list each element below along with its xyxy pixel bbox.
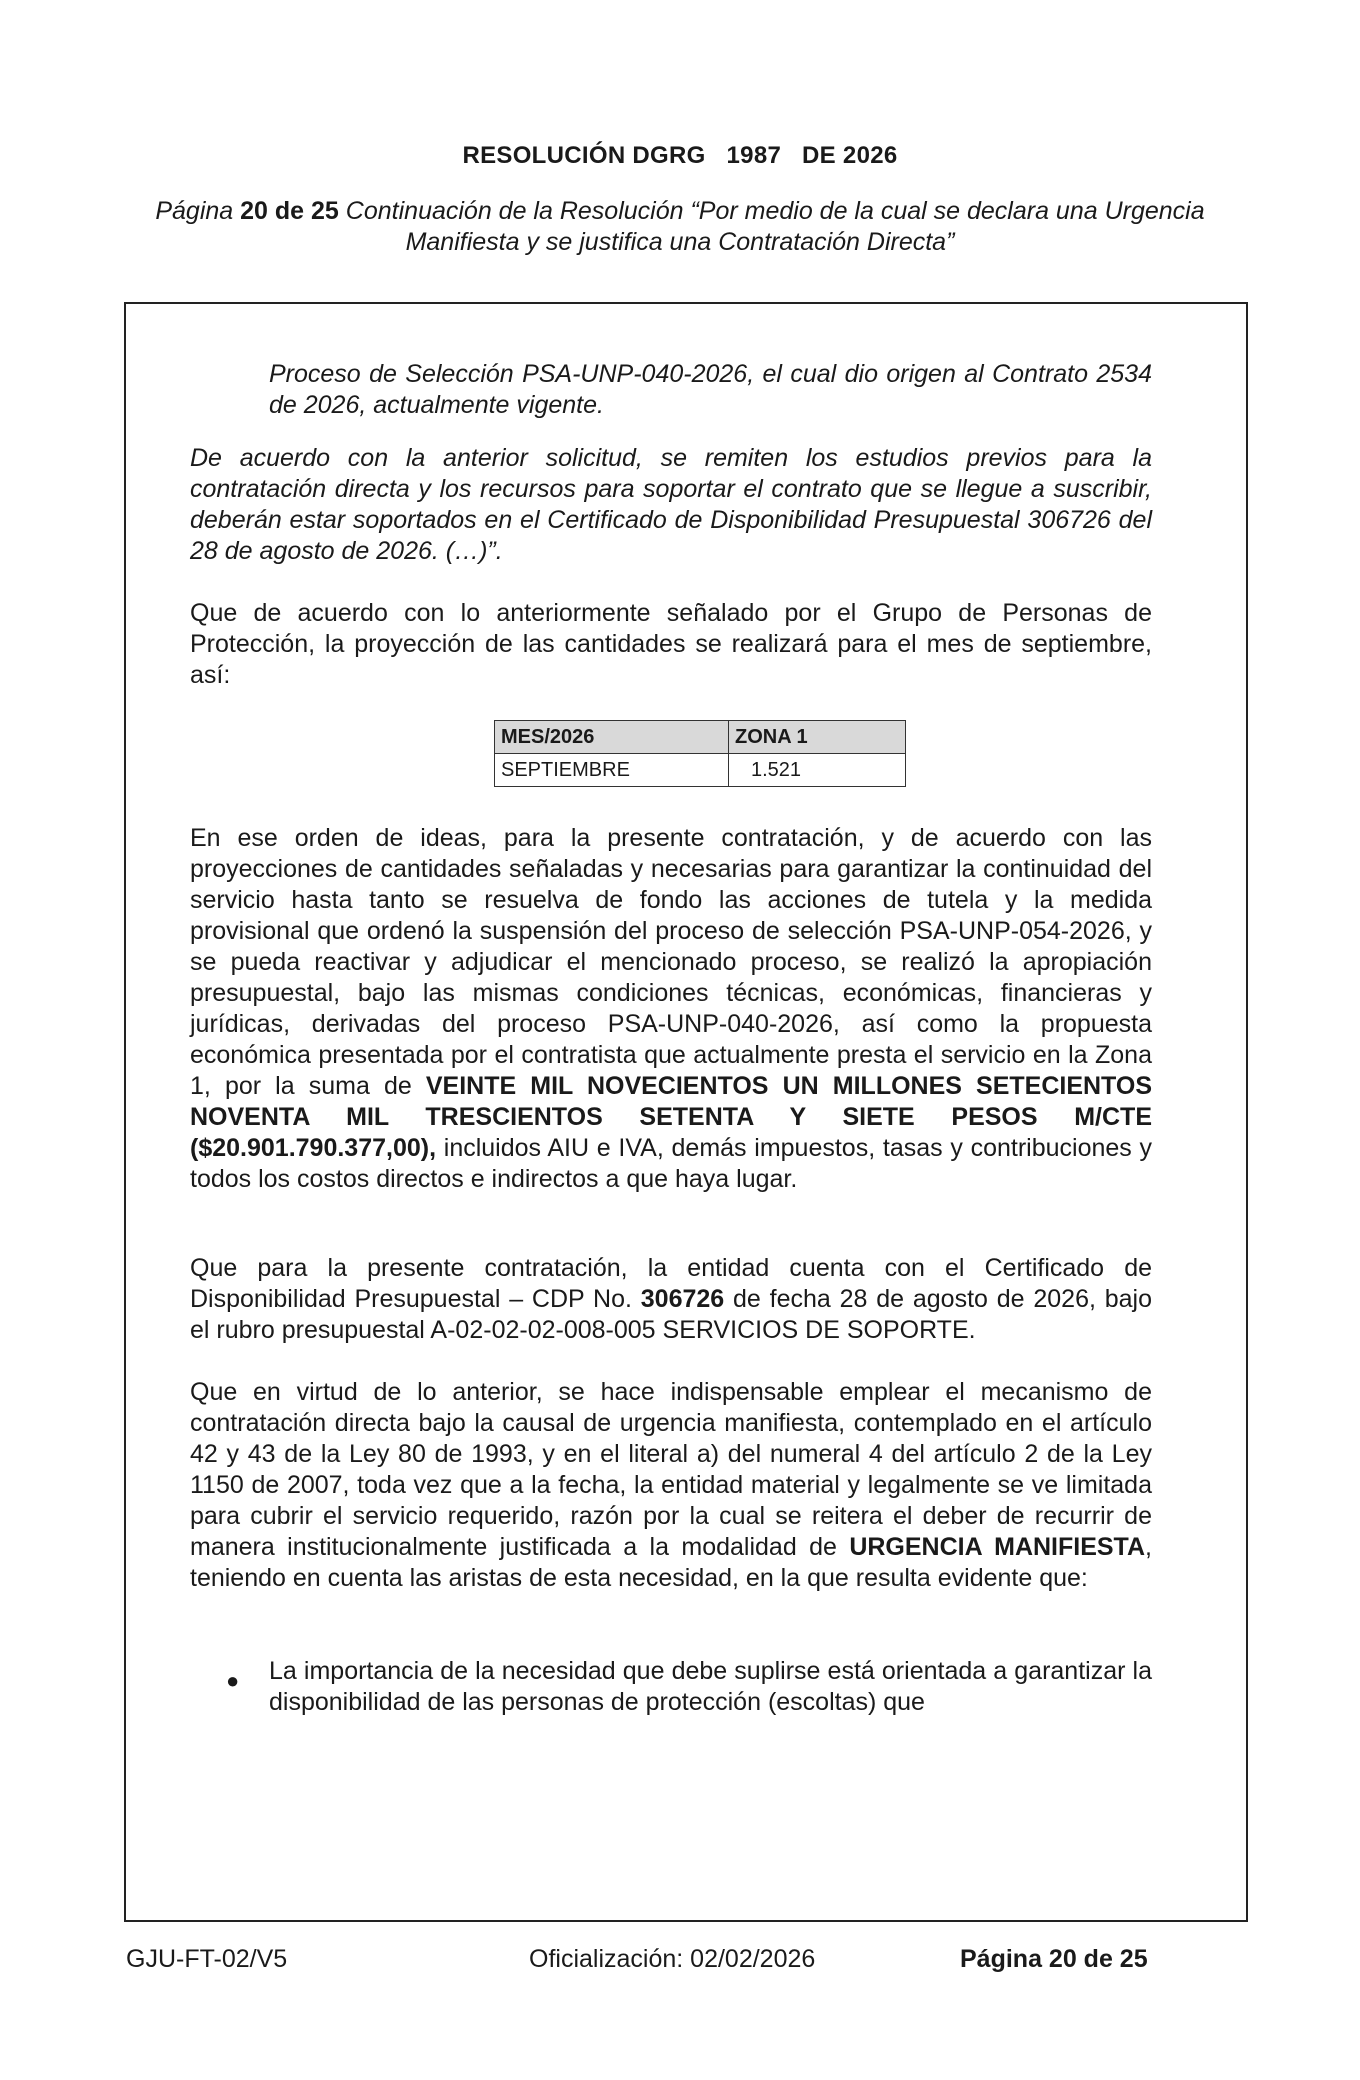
continuation-text: Continuación de la Resolución “Por medio de la cual se declara una Urgencia Manifiesta y se justifica una Contratación Directa”	[345, 197, 1205, 256]
table-header-row	[495, 721, 906, 754]
quote-paragraph-2: De acuerdo con la anterior solicitud, se remiten los estudios previos para la contratación directa y los recursos para soportar el contrato que se llegue a suscribir, deberán estar soportados en el Certificado de Disponibilidad Presupuestal 306726 del 28 de agosto de 2026. (…)”.	[190, 444, 1152, 565]
table-cell-month: SEPTIEMBRE	[495, 754, 729, 787]
footer-code: GJU-FT-02/V5	[126, 1945, 288, 1973]
quantities-table	[494, 720, 906, 787]
paragraph-cdp	[190, 1253, 1152, 1346]
urgency-pre: Que en virtud de lo anterior, se hace indispensable emplear el mecanismo de contratación directa bajo la causal de urgencia manifiesta, contemplado en el artículo 42 y 43 de la Ley 80 de 1993, y en el literal a) del numeral 4 del artículo 2 de la Ley 1150 de 2007, toda vez que a la fecha, la entidad material y legalmente se ve limitada para cubrir el servicio requerido, razón por la cual se reitera el deber de recurrir de manera institucionalmente justificada a la modalidad de	[190, 1378, 1152, 1561]
paragraph-budget-allocation	[190, 823, 1152, 1195]
page-word: Página	[155, 197, 234, 225]
page-number: 20 de 25	[240, 197, 339, 225]
cdp-post: de fecha 28 de agosto de 2026, bajo el rubro presupuestal A-02-02-02-008-005 SERVICIOS DE SOPORTE.	[190, 1285, 1152, 1344]
urgency-post: , teniendo en cuenta las aristas de esta necesidad, en la que resulta evidente que:	[190, 1533, 1152, 1592]
table-header-zone: ZONA 1	[729, 721, 906, 754]
urgency-bold: URGENCIA MANIFIESTA	[849, 1533, 1146, 1561]
allocation-text: En ese orden de ideas, para la presente contratación, y de acuerdo con las proyecciones de cantidades señaladas y necesarias para garantizar la continuidad del servicio hasta tanto se resuelva de fondo las acciones de tutela y la medida provisional que ordenó la suspensión del proceso de selección PSA-UNP-054-2026, y se pueda reactivar y adjudicar el mencionado proceso, se realizó la apropiación presupuestal, bajo las mismas condiciones técnicas, económicas, financieras y jurídicas, derivadas del proceso PSA-UNP-040-2026, así como la propuesta económica presentada por el contratista que actualmente presta el servicio en la Zona 1, por la suma de	[190, 824, 1152, 1100]
bullet-item-1: La importancia de la necesidad que debe suplirse está orientada a garantizar la disponibilidad de las personas de protección (escoltas) que	[269, 1657, 1152, 1716]
quote-paragraph-1: Proceso de Selección PSA-UNP-040-2026, el cual dio origen al Contrato 2534 de 2026, actualmente vigente.	[269, 360, 1152, 419]
table-header-month: MES/2026	[495, 721, 729, 754]
cdp-pre: Que para la presente contratación, la entidad cuenta con el Certificado de Disponibilidad Presupuestal – CDP No.	[190, 1254, 1152, 1313]
allocation-amount: VEINTE MIL NOVECIENTOS UN MILLONES SETECIENTOS NOVENTA MIL TRESCIENTOS SETENTA Y SIETE PESOS M/CTE ($20.901.790.377,00),	[190, 1072, 1152, 1162]
page-subtitle	[150, 196, 1210, 258]
footer-officialization: Oficialización: 02/02/2026	[529, 1945, 816, 1973]
cdp-number: 306726	[640, 1285, 725, 1313]
table-cell-quantity: 1.521	[729, 754, 906, 787]
table-row	[495, 754, 906, 787]
resolution-title: RESOLUCIÓN DGRG 1987 DE 2026	[462, 142, 898, 169]
paragraph-projection: Que de acuerdo con lo anteriormente señalado por el Grupo de Personas de Protección, la proyección de las cantidades se realizará para el mes de septiembre, así:	[190, 599, 1152, 689]
paragraph-urgency	[190, 1377, 1152, 1594]
allocation-rest: incluidos AIU e IVA, demás impuestos, tasas y contribuciones y todos los costos directos e indirectos a que haya lugar.	[190, 1134, 1152, 1193]
bullet-icon: ●	[226, 1668, 240, 1693]
footer-page: Página 20 de 25	[960, 1945, 1148, 1973]
